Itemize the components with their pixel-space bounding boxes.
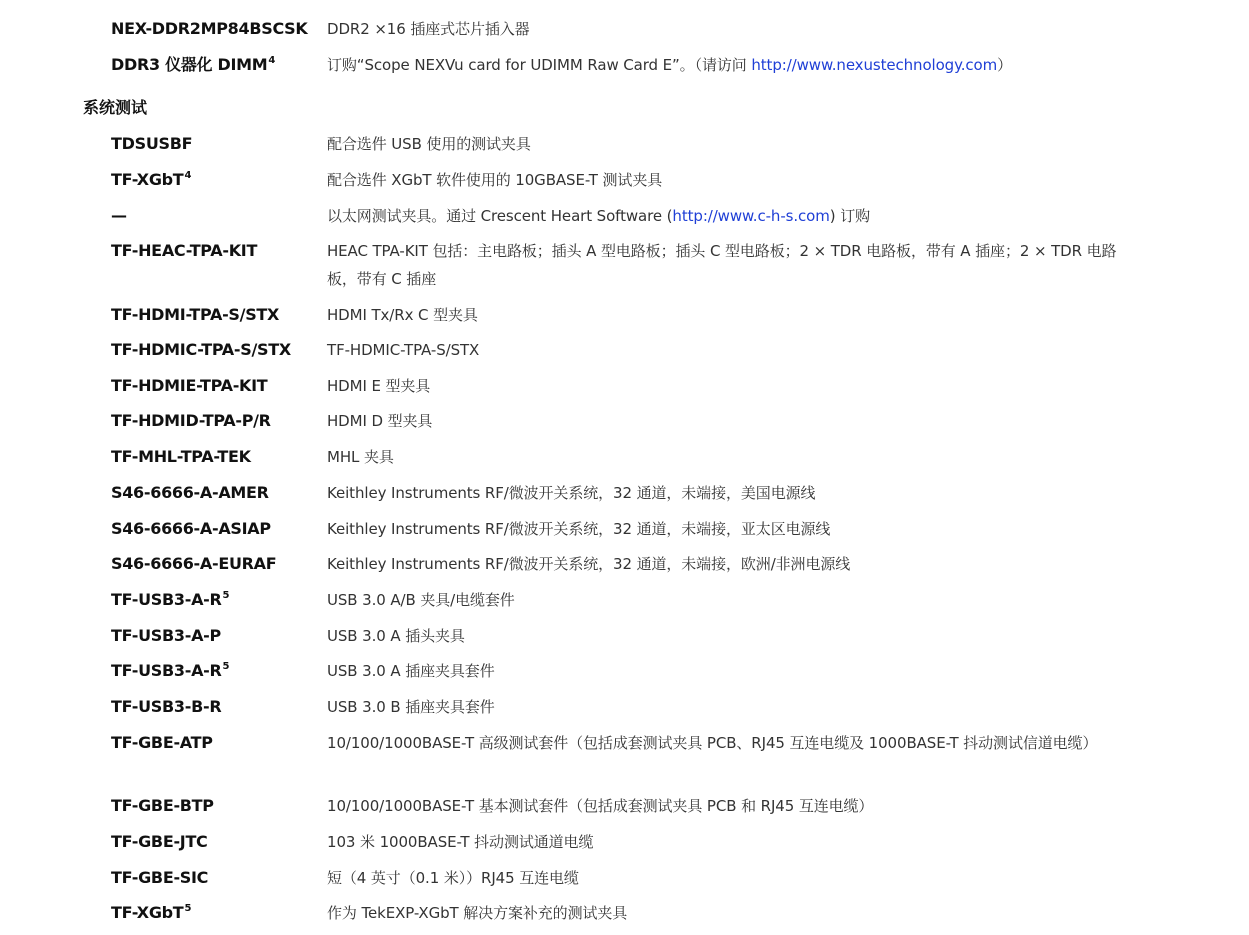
part-number: TF-XGbT$^5$	[111, 903, 192, 922]
part-number: TF-GBE-BTP	[111, 796, 214, 815]
part-number: $TF-USB3-A-R^5$	[111, 661, 230, 680]
part-number: S46-6666-A-AMER	[111, 483, 269, 502]
part-number: TF-HDMI-TPA-S/STX	[111, 305, 280, 324]
part-number: —	[111, 206, 127, 225]
part-description: 配合选件 XGbT 软件使用的 10GBASE-T 测试夹具	[327, 171, 663, 189]
part-description: USB 3.0 A 插头夹具	[327, 627, 465, 645]
part-description: 作为 TekEXP-XGbT 解决方案补充的测试夹具	[327, 904, 628, 922]
part-number: DDR3 仪器化 DIMM$^4$	[111, 55, 276, 74]
part-description: 订购“Scope NEXVu card for UDIMM Raw Card E”。（请访问 http://www.nexustechnology.com）	[327, 56, 1013, 74]
part-number: TDSUSBF	[111, 134, 193, 153]
part-description: HDMI E 型夹具	[327, 377, 431, 395]
part-number: S46-6666-A-ASIAP	[111, 519, 271, 538]
part-description: MHL 夹具	[327, 448, 394, 466]
part-description: USB 3.0 B 插座夹具套件	[327, 698, 495, 716]
part-number: TF-GBE-SIC	[111, 868, 209, 887]
part-number: TF-GBE-ATP	[111, 733, 213, 752]
part-description: HDMI D 型夹具	[327, 412, 433, 430]
part-number: $TF-USB3-A-R^5$	[111, 590, 230, 609]
part-number: NEX-DDR2MP84BSCSK	[111, 19, 308, 38]
crescent-heart-link[interactable]: http://www.c-h-s.com	[672, 207, 830, 225]
part-number: TF-USB3-A-P	[111, 626, 221, 645]
part-description: 短（4 英寸（0.1 米））RJ45 互连电缆	[327, 869, 579, 887]
part-description: Keithley Instruments RF/微波开关系统，32 通道，未端接，欧洲/非洲电源线	[327, 555, 851, 573]
section-heading: 系统测试	[83, 98, 148, 117]
part-description: DDR2 ×16 插座式芯片插入器	[327, 20, 530, 38]
part-description: USB 3.0 A 插座夹具套件	[327, 662, 495, 680]
part-number: TF-HDMIC-TPA-S/STX	[111, 340, 291, 359]
part-description: 103 米 1000BASE-T 抖动测试通道电缆	[327, 833, 594, 851]
part-number: TF-HDMIE-TPA-KIT	[111, 376, 268, 395]
part-description: 10/100/1000BASE-T 基本测试套件（包括成套测试夹具 PCB 和 RJ45 互连电缆）	[327, 797, 874, 815]
part-description: HDMI Tx/Rx C 型夹具	[327, 306, 478, 324]
part-description: 10/100/1000BASE-T 高级测试套件（包括成套测试夹具 PCB、RJ45 互连电缆及 1000BASE-T 抖动测试信道电缆）	[327, 734, 1098, 752]
part-description: 以太网测试夹具。通过 Crescent Heart Software (http://www.c-h-s.com) 订购	[327, 207, 871, 225]
part-number: TF-HDMID-TPA-P/R	[111, 411, 271, 430]
part-number: TF-USB3-B-R	[111, 697, 222, 716]
part-description: 配合选件 USB 使用的测试夹具	[327, 135, 531, 153]
part-number: TF-MHL-TPA-TEK	[111, 447, 251, 466]
part-description: TF-HDMIC-TPA-S/STX	[327, 341, 480, 359]
part-number: TF-GBE-JTC	[111, 832, 208, 851]
part-description: USB 3.0 A/B 夹具/电缆套件	[327, 591, 515, 609]
part-description: Keithley Instruments RF/微波开关系统，32 通道，未端接，亚太区电源线	[327, 520, 831, 538]
part-number: TF-HEAC-TPA-KIT	[111, 241, 258, 260]
part-number: TF-XGbT$^4$	[111, 170, 192, 189]
part-description: Keithley Instruments RF/微波开关系统，32 通道，未端接，美国电源线	[327, 484, 816, 502]
part-description: HEAC TPA-KIT 包括：主电路板；插头 A 型电路板；插头 C 型电路板；2 × TDR 电路板，带有 A 插座；2 × TDR 电路板，带有 C 插座	[327, 242, 1117, 288]
part-number: S46-6666-A-EURAF	[111, 554, 277, 573]
nexus-link[interactable]: http://www.nexustechnology.com	[751, 56, 998, 74]
